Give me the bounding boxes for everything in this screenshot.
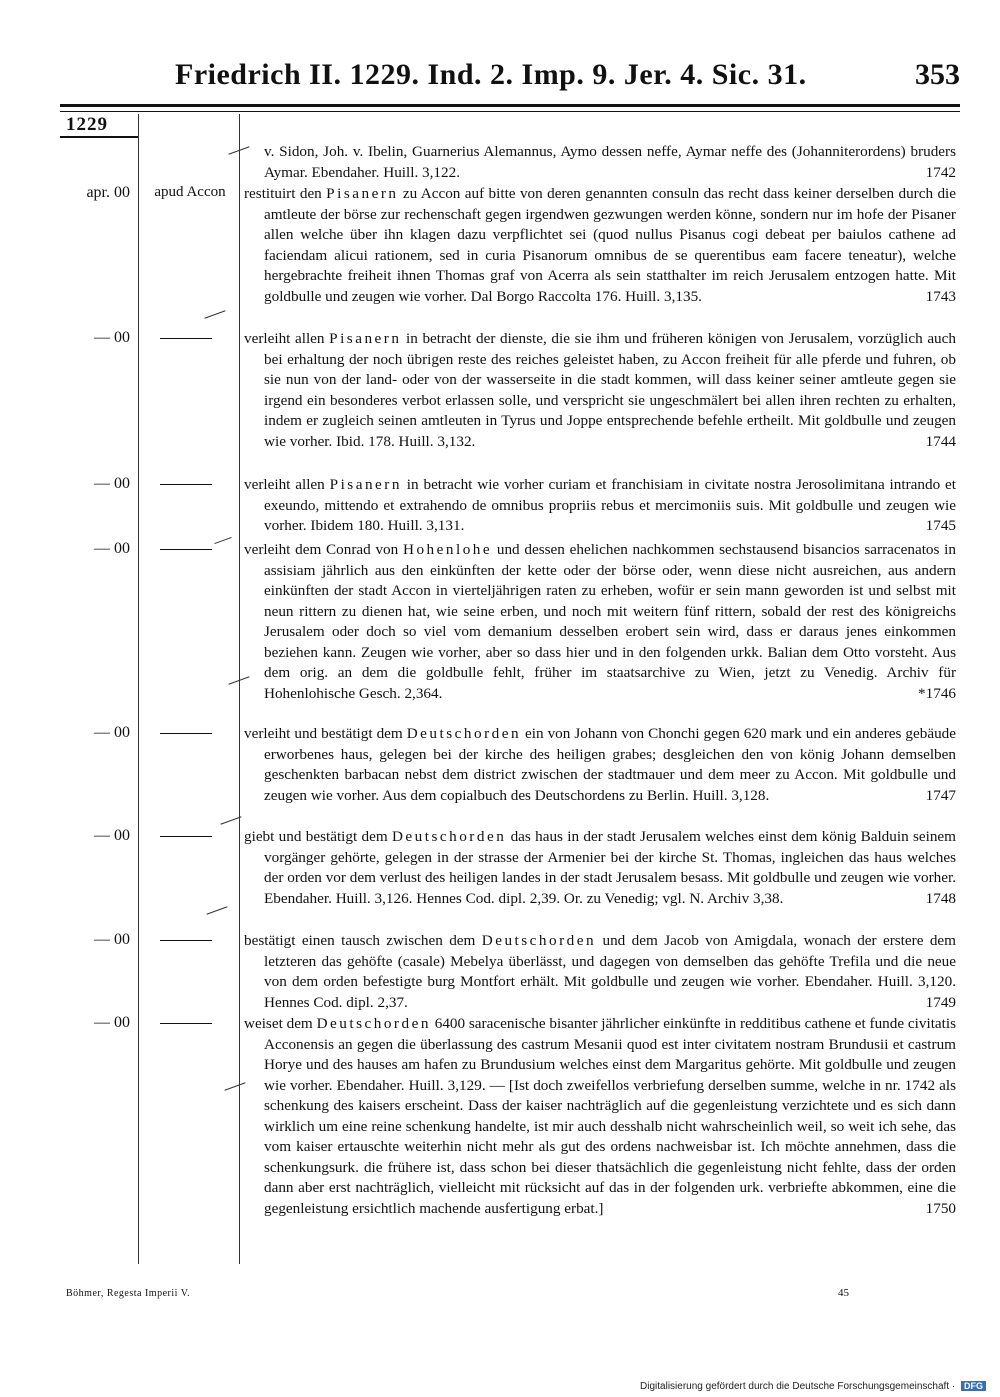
page-header: [60, 58, 960, 98]
spaced-name: Deutschorden: [316, 1015, 431, 1032]
entry-number: 1748: [925, 889, 956, 907]
entry-number: *1746: [918, 684, 956, 702]
entry-text: weiset dem Deutschorden 6400 saracenische bisanter jährlicher einkünfte in redditibus cathene et funde civitatis Acconensis an gegen die überlassung des castrum Mesanii quod est inter civitatem nostram Brundusii et castrum Horye und des hauses am hafen zu Brundusium welches einst dem Margaritus gehörte. Mit goldbulle und zeugen wie vorher. Ebendaher. Huill. 3,129. — [Ist doch zweifellos verbriefung derselben summe, welche in nr. 1742 als schenkung des kaisers erscheint. Dass der kaiser nachträglich auf die gegenleistung verzichtete und es sich dann wirklich um eine reine schenkung handelte, ist mir auch desshalb nicht wahrscheinlich weil, so weit ich sehe, das vom kaiser ertauschte weiterhin nicht mehr als gut des ordens nachweisbar ist. Ich möchte annehmen, dass die schenkungsurk. die frühere ist, dass schon bei dieser thatsächlich die gegenleistung nicht fehlte, dass der orden dann aber erst nachträglich, vielleicht mit rücksicht auf das in der folgenden urk. verbriefte abkommen, eine die gegenleistung ersichtlich machende ausfertigung erbat.] 1750: [244, 1014, 956, 1219]
spaced-name: Pisanern: [326, 185, 399, 202]
entry-date: — 00: [94, 931, 130, 948]
entry-text: restituirt den Pisanern zu Accon auf bitte von deren genannten consuln das recht dass keiner derselben durch die amtleute der börse zur rechenschaft gegen irgendwen gezwungen werden könne, sondern nur im hofe der Pisaner allen welche über ihn klagen dazu verpflichtet sei (quod nullus Pisanus cogi debeat per baiulos cathene ad faciendam alicui rationem, sed in curia Pisanorum omnibus de se querentibus eam facere teneatur), welche hergebrachte freiheit ihnen Thomas graf von Acerra als sein statthalter im reich Jerusalem entzogen hatte. Mit goldbulle und zeugen wie vorher. Dal Borgo Raccolta 176. Huill. 3,135. 1743: [244, 184, 956, 307]
dfg-logo: DFG: [961, 1381, 986, 1391]
footer-signature: 45: [838, 1287, 849, 1299]
entry-text: giebt und bestätigt dem Deutschorden das haus in der stadt Jerusalem welches einst dem könig Balduin seinem vorgänger gehörte, gelegen in der strasse der Armenier bei der kirche St. Thomas, ingleichen das haus welches der orden vor dem verlust des heiligen landes in der stadt Jerusalem besass. Mit goldbulle und zeugen wie vorher. Ebendaher. Huill. 3,126. Hennes Cod. dipl. 2,39. Or. zu Venedig; vgl. N. Archiv 3,38. 1748: [244, 827, 956, 909]
entry-place: apud Accon: [154, 184, 226, 200]
place-ditto-dash: [160, 549, 212, 550]
entry-number: 1745: [925, 517, 956, 534]
dfg-notice: Digitalisierung gefördert durch die Deutsche Forschungsgemeinschaft · DFG: [640, 1381, 986, 1392]
entry-number: 1744: [925, 432, 956, 450]
entry-text: verleiht allen Pisanern in betracht der dienste, die sie ihm und früheren königen von Jerusalem, vorzüglich auch bei erhaltung der noch übrigen reste des reiches geleistet haben, zu Accon freiheit für alle pferde und fuhren, ob sie nun von der land- oder von der wasserseite in die stadt kommen, will dass keiner seiner amtleute gegen sie irgend ein besonderes verbot erlassen solle, und verspricht sie ungeschmälert bei allen ihren rechten zu erhalten, indem er zugleich seinen amtleuten in Tyrus und Joppe entsprechende befehle ertheilt. Mit goldbulle und zeugen wie vorher. Ibid. 178. Huill. 3,132. 1744: [244, 329, 956, 452]
spaced-name: Pisanern: [329, 476, 402, 493]
entry-date: — 00: [94, 827, 130, 844]
entry-number: 1743: [925, 287, 956, 305]
entry-date: — 00: [94, 724, 130, 741]
entry-number: 1750: [925, 1199, 956, 1217]
running-title: Friedrich II. 1229. Ind. 2. Imp. 9. Jer. 4. Sic. 31.: [175, 58, 807, 91]
page-number: 353: [915, 58, 960, 91]
entry-text: verleiht dem Conrad von Hohenlohe und dessen ehelichen nachkommen sechstausend bisancios sarracenatos in assisiam jährlich aus den einkünften der kette oder der börse oder, wenn diese nicht ausreichen, aus andern einkünften der stadt Accon in vierteljährigen raten zu erheben, wofür er sein mann geworden ist und selbst mit neun rittern zu dienen hat, wie seine erben, und noch mit weitern fünf rittern, sobald der rest des königreichs Jerusalem oder doch so viel vom demanium desselben erobert sein wird, dass er daraus jenes einkommen beziehen kann. Zeugen wie vorher, aber so dass hier und in den folgenden urkk. Balian dem Otto vorsteht. Aus dem orig. an dem die goldbulle fehlt, früher im staatsarchive zu Wien, jetzt zu Venedig. Archiv für Hohenlohische Gesch. 2,364. *1746: [244, 540, 956, 704]
year-label: 1229: [66, 114, 108, 135]
entry-number: 1747: [925, 786, 956, 804]
entry-number: 1742: [925, 163, 956, 181]
margin-tick-mark: [214, 537, 231, 544]
place-ditto-dash: [160, 836, 212, 837]
spaced-name: Deutschorden: [406, 725, 522, 742]
column-rule-date: [138, 114, 139, 1264]
header-rule-thin: [60, 111, 960, 112]
entry-text: verleiht und bestätigt dem Deutschorden ein von Johann von Chonchi gegen 620 mark und ein anderes gebäude erworbenes haus, gelegen bei der kirche des heiligen grabes; desgleichen den von könig Johann demselben geschenkten barbacan nebst dem district zwischen der stadtmauer und dem meer zu Accon. Mit goldbulle und zeugen wie vorher. Aus dem copialbuch des Deutschordens zu Berlin. Huill. 3,128. 1747: [244, 724, 956, 806]
column-rule-place: [239, 114, 240, 1264]
entry-date: — 00: [94, 329, 130, 346]
entry-number: 1749: [925, 993, 956, 1011]
margin-tick-mark: [204, 310, 225, 318]
spaced-name: Hohenlohe: [402, 541, 493, 558]
entry-text: v. Sidon, Joh. v. Ibelin, Guarnerius Alemannus, Aymo dessen neffe, Aymar neffe des (Johanniterordens) bruders Aymar. Ebendaher. Huill. 3,122. 1742: [244, 142, 956, 183]
place-ditto-dash: [160, 1023, 212, 1024]
place-ditto-dash: [160, 733, 212, 734]
entry-date: — 00: [94, 475, 130, 492]
entry-date: — 00: [94, 1014, 130, 1031]
footer-source: Böhmer, Regesta Imperii V.: [66, 1288, 191, 1299]
entry-date: apr. 00: [86, 184, 130, 201]
place-ditto-dash: [160, 940, 212, 941]
year-rule: [60, 136, 138, 138]
margin-tick-mark: [224, 1082, 245, 1090]
entry-text: verleiht allen Pisanern in betracht wie vorher curiam et franchisiam in civitate nostra Jerosolimitana intrando et exeundo, mittendo et extrahendo de omnibus propriis rebus et mercimoniis suis. Mit goldbulle und zeugen wie vorher. Ibidem 180. Huill. 3,131. 1745: [244, 475, 956, 537]
spaced-name: Pisanern: [329, 330, 402, 347]
entry-text: bestätigt einen tausch zwischen dem Deutschorden und dem Jacob von Amigdala, wonach der erstere dem letzteren das gehöfte (casale) Mebelya überlässt, und dagegen von demselben das gehöfte Trefila und die neue von dem orden befestigte burg Montfort erhält. Mit goldbulle und zeugen wie vorher. Ebendaher. Huill. 3,120. Hennes Cod. dipl. 2,37. 1749: [244, 931, 956, 1013]
spaced-name: Deutschorden: [481, 932, 597, 949]
entry-date: — 00: [94, 540, 130, 557]
place-ditto-dash: [160, 338, 212, 339]
spaced-name: Deutschorden: [391, 828, 507, 845]
place-ditto-dash: [160, 484, 212, 485]
header-rule-thick: [60, 104, 960, 107]
margin-tick-mark: [206, 906, 227, 914]
